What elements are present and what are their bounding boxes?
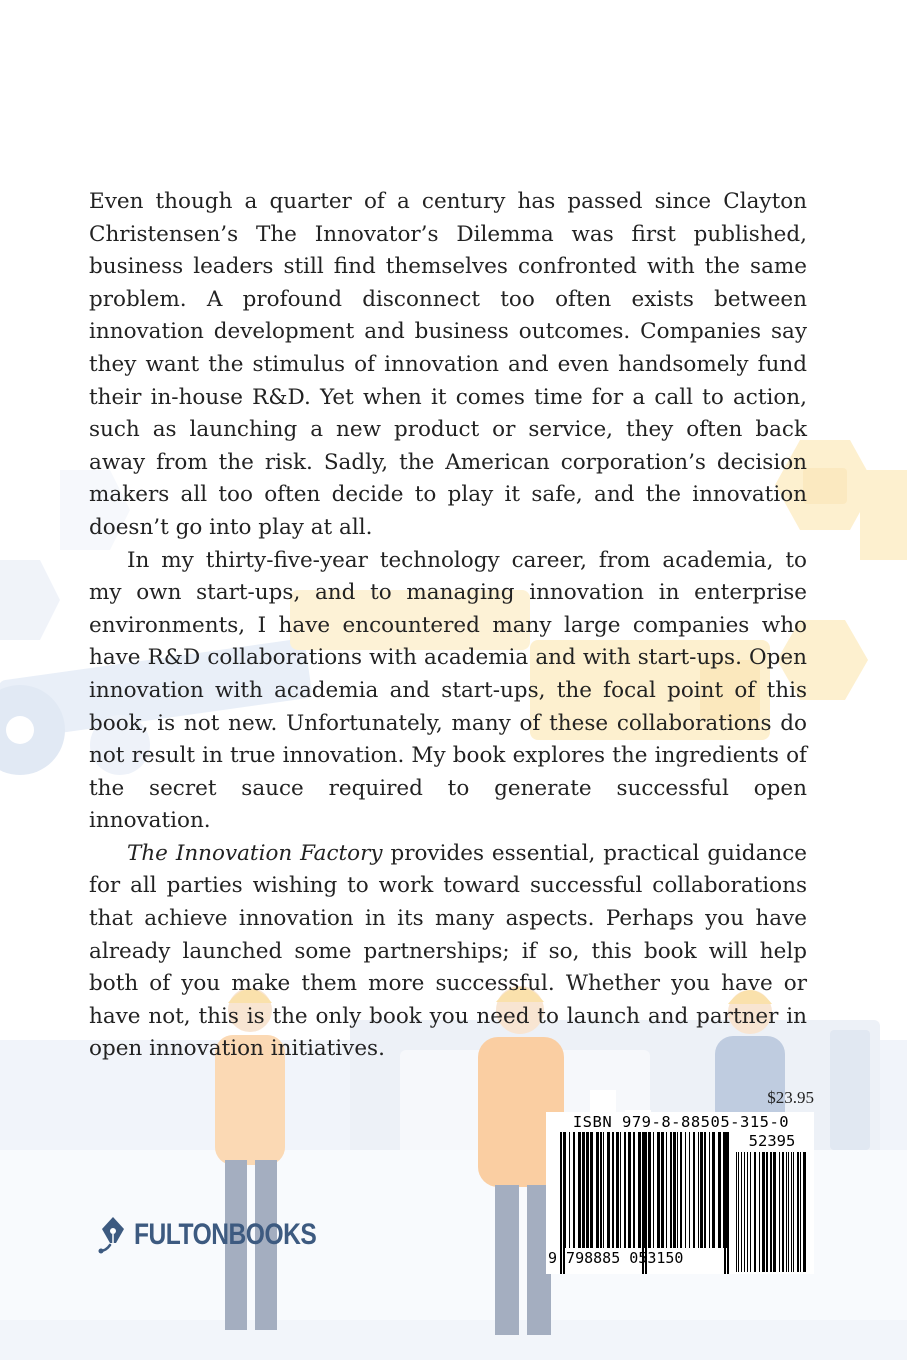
price-label: $23.95 bbox=[767, 1088, 814, 1107]
blurb-paragraph-3 bbox=[89, 838, 807, 1066]
blurb-paragraph-2: In my thirty-five-year technology career, from academia, to my own start-ups, and to managing innovation in enterprise environments, I have encountered many large companies who have R&D collaborations with academia and with start-ups. Open innovation with academia and start-ups, the focal point of this book, is not new. Unfortunately, many of these collaborations do not result in true innovation. My book explores the ingredients of the secret sauce required to generate successful open innovation. bbox=[89, 547, 807, 834]
isbn-label: ISBN 979-8-88505-315-0 bbox=[572, 1113, 790, 1131]
publisher-logo bbox=[98, 1214, 356, 1256]
back-cover-blurb bbox=[89, 186, 807, 1066]
blurb-paragraph-3-text: provides essential, practical guidance for all parties wishing to work toward successful collaborations that achieve innovation in its many aspects. Perhaps you have already launched some partnerships; if so, this book will help both of you make them more successful. Whether you have or have not, this is the only book you need to launch and partner in open innovation initiatives. bbox=[89, 840, 808, 1062]
publisher-name: FULTONBOOKS bbox=[134, 1218, 317, 1251]
price-code: 52395 bbox=[748, 1132, 796, 1150]
blurb-paragraph-1: Even though a quarter of a century has passed since Clayton Christensen’s The Innovator’s Dilemma was first published, business leaders still find themselves confronted with the same problem. A profound disconnect too often exists between innovation development and business outcomes. Companies say they want the stimulus of innovation and even handsomely fund their in-house R&D. Yet when it comes time for a call to action, such as launching a new product or service, they often back away from the risk. Sadly, the American corporation’s decision makers all too often decide to play it safe, and the innovation doesn’t go into play at all. bbox=[89, 189, 807, 540]
book-title-italic: The Innovation Factory bbox=[127, 840, 383, 866]
isbn-barcode bbox=[546, 1112, 814, 1274]
barcode-digits: 9 798885 053150 bbox=[548, 1249, 684, 1267]
pen-nib-icon bbox=[98, 1215, 128, 1255]
